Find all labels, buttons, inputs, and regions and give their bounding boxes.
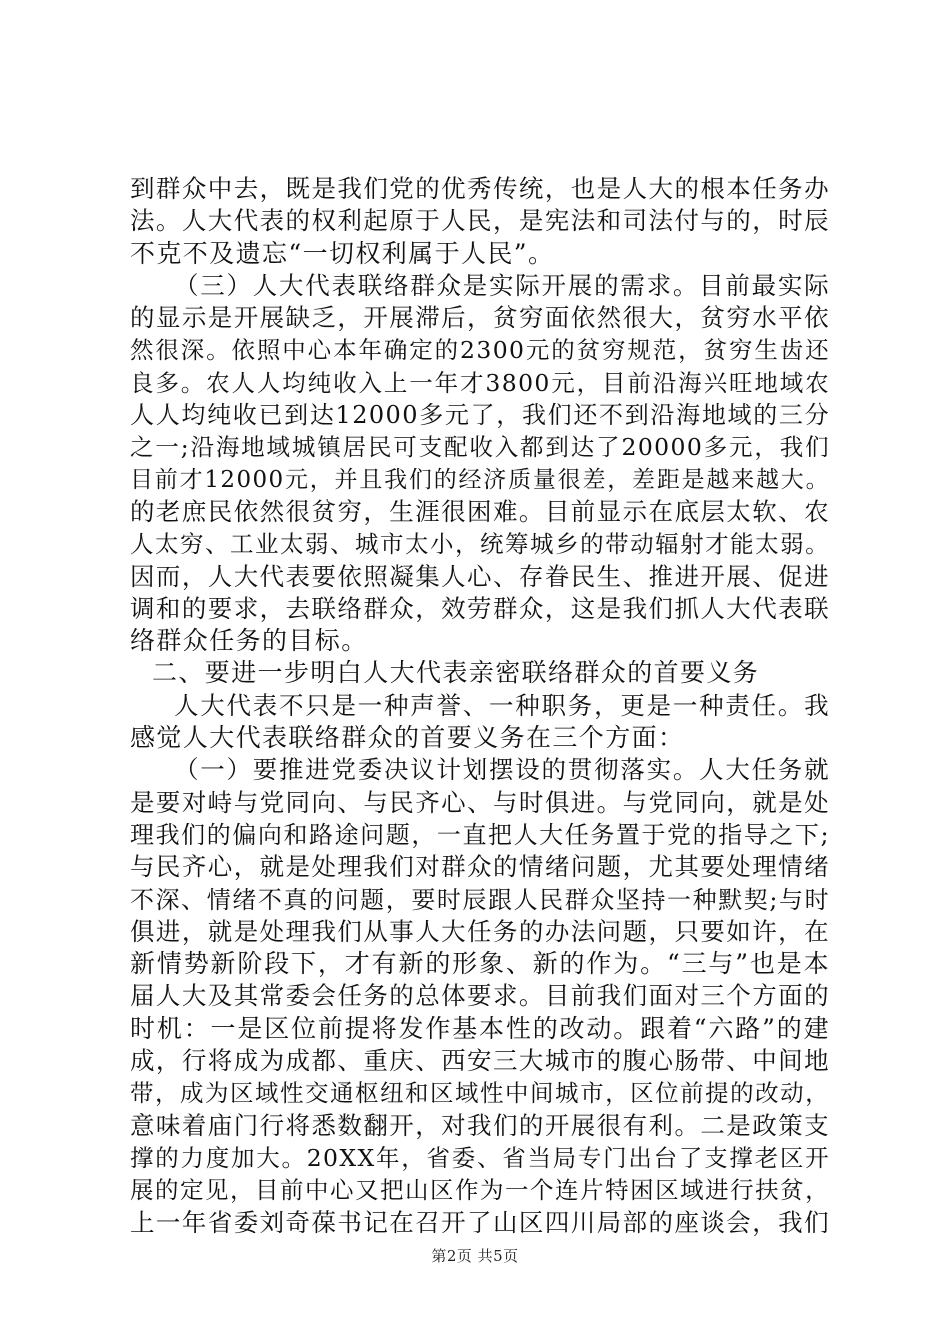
text-line: 络群众任务的目标。 [130, 626, 368, 656]
text-line: 良多。农人人均纯收入上一年才3800元，目前沿海兴旺地域农 [130, 368, 830, 397]
text-line: 的显示是开展缺乏，开展滞后，贫穷面依然很大，贫穷水平依 [130, 303, 830, 333]
text-line: 撑的力度加大。20XX年，省委、省当局专门出台了支撑老区开 [130, 1143, 830, 1172]
text-line: 新情势新阶段下，才有新的形象、新的作为。“三与”也是本 [130, 949, 830, 979]
text-line: 时机：一是区位前提将发作基本性的改动。跟着“六路”的建 [130, 1013, 830, 1043]
text-line: （三）人大代表联络群众是实际开展的需求。目前最实际 [174, 270, 830, 300]
text-line: 与民齐心，就是处理我们对群众的情绪问题，尤其要处理情绪 [130, 852, 830, 882]
text-line: 俱进，就是处理我们从事人大任务的办法问题，只要如许，在 [130, 916, 830, 946]
text-line: （一）要推进党委决议计划摆设的贯彻落实。人大任务就 [174, 755, 830, 785]
text-line: 届人大及其常委会任务的总体要求。目前我们面对三个方面的 [130, 981, 830, 1011]
text-line: 之一;沿海地域城镇居民可支配收入都到达了20000多元，我们 [130, 433, 830, 462]
text-line: 目前才12000元，并且我们的经济质量很差，差距是越来越大。 [130, 466, 830, 493]
page-number-footer: 第2页 共5页 [431, 1247, 519, 1265]
text-line: 不深、情绪不真的问题，要时辰跟人民群众坚持一种默契;与时 [130, 885, 830, 914]
text-line: 然很深。依照中心本年确定的2300元的贫穷规范，贫穷生齿还 [130, 336, 830, 365]
text-line: 意味着庙门行将悉数翻开，对我们的开展很有利。二是政策支 [130, 1110, 830, 1140]
text-line: 理我们的偏向和路途问题，一直把人大任务置于党的指导之下; [130, 820, 830, 849]
text-line: 法。人大代表的权利起原于人民，是宪法和司法付与的，时辰 [130, 206, 830, 236]
text-line: 感觉人大代表联络群众的首要义务在三个方面： [130, 723, 685, 753]
text-line: 调和的要求，去联络群众，效劳群众，这是我们抓人大代表联 [130, 593, 830, 623]
text-line: 的老庶民依然很贫穷，生涯很困难。目前显示在底层太软、农 [130, 496, 830, 526]
text-line: 不克不及遗忘“一切权利属于人民”。 [130, 238, 555, 268]
text-line: 因而，人大代表要依照凝集人心、存眷民生、推进开展、促进 [130, 561, 830, 591]
text-line: 人大代表不只是一种声誉、一种职务，更是一种责任。我 [174, 690, 830, 720]
text-line: 人人均纯收已到达12000多元了，我们还不到沿海地域的三分 [130, 401, 830, 430]
text-line: 是要对峙与党同向、与民齐心、与时俱进。与党同向，就是处 [130, 787, 830, 817]
text-line: 上一年省委刘奇葆书记在召开了山区四川局部的座谈会，我们 [130, 1207, 830, 1237]
text-line: 展的定见，目前中心又把山区作为一个连片特困区域进行扶贫， [130, 1176, 830, 1205]
section-heading: 二、要进一步明白人大代表亲密联络群众的首要义务 [152, 658, 760, 688]
text-line: 人太穷、工业太弱、城市太小，统筹城乡的带动辐射才能太弱。 [130, 530, 830, 559]
text-line: 带，成为区域性交通枢纽和区域性中间城市，区位前提的改动， [130, 1079, 830, 1108]
text-line: 成，行将成为成都、重庆、西安三大城市的腹心肠带、中间地 [130, 1046, 830, 1076]
body-text [130, 173, 830, 1239]
text-line: 到群众中去，既是我们党的优秀传统，也是人大的根本任务办 [130, 174, 830, 203]
